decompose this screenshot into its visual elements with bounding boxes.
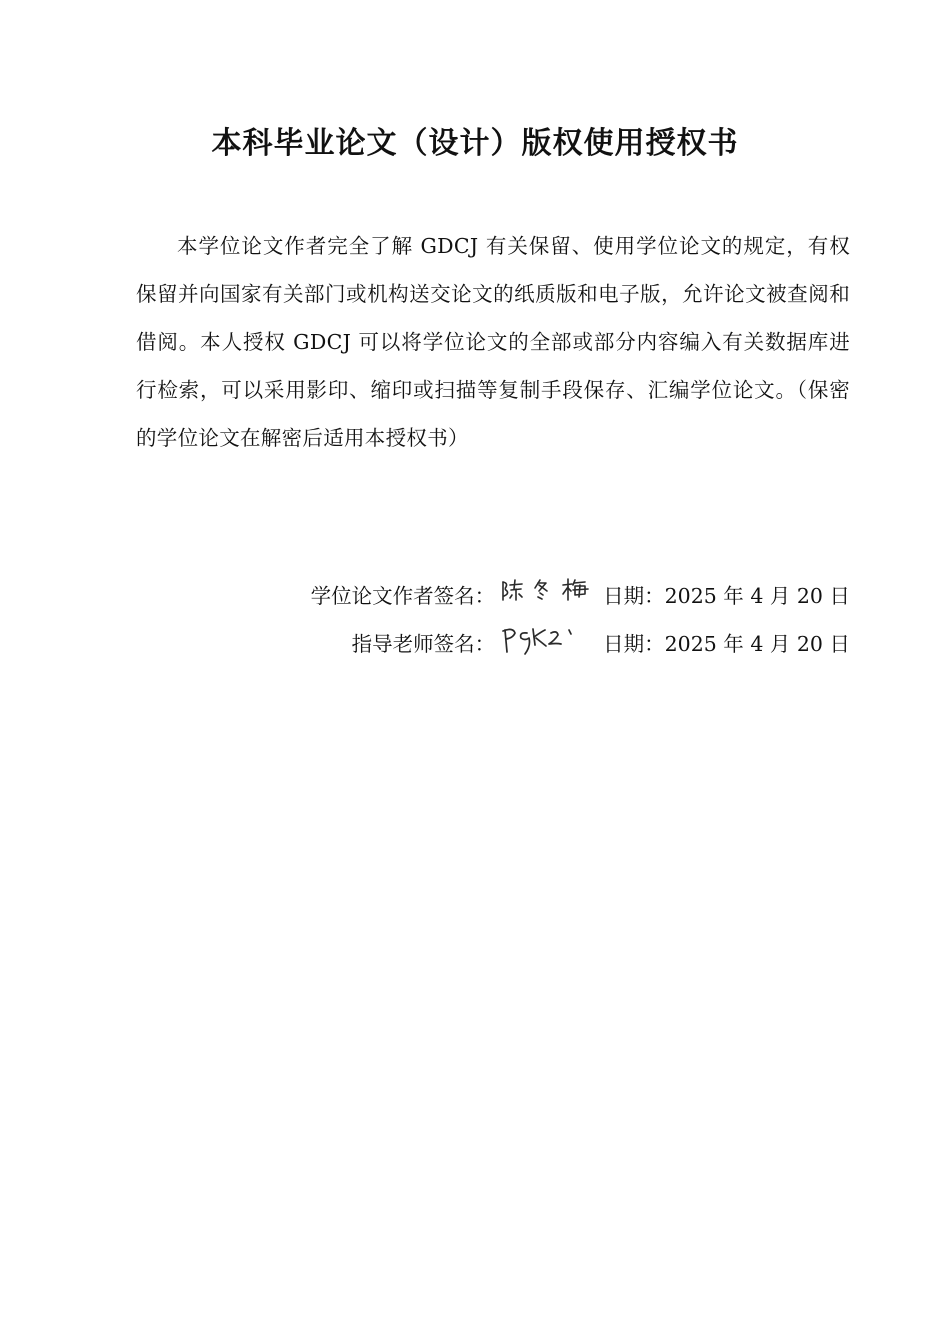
- advisor-signature-label: 指导老师签名：: [351, 632, 496, 656]
- advisor-handwritten-signature: [497, 624, 597, 660]
- advisor-date: 2025 年 4 月 20 日: [664, 632, 850, 656]
- author-date: 2025 年 4 月 20 日: [664, 584, 850, 608]
- document-title: 本科毕业论文（设计）版权使用授权书: [211, 126, 739, 161]
- advisor-date-label: 日期：: [603, 632, 665, 656]
- author-handwritten-signature: [497, 576, 597, 612]
- author-date-label: 日期：: [603, 584, 665, 608]
- authorization-paragraph: 本学位论文作者完全了解 GDCJ 有关保留、使用学位论文的规定，有权保留并向国家有关部门或机构送交论文的纸质版和电子版，允许论文被查阅和借阅。本人授权 GDCJ 可以将学位论文的全部或部分内容编入有关数据库进行检索，可以采用影印、缩印或扫描等复制手段保存、汇编学位论文。（保密的学位论文在解密后适用本授权书）: [136, 234, 850, 450]
- author-signature-label: 学位论文作者签名：: [310, 584, 496, 608]
- author-signature-row: [311, 574, 850, 614]
- advisor-signature-row: [352, 622, 850, 662]
